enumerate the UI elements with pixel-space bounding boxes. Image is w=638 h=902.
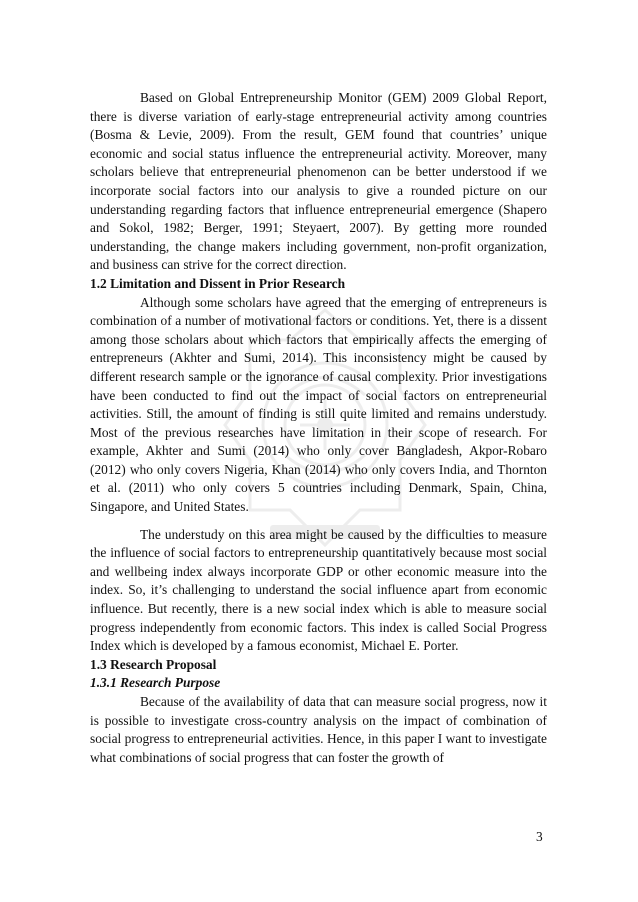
section-heading-limitation: 1.2 Limitation and Dissent in Prior Research [90,275,346,291]
document-body [90,89,547,767]
limitation-paragraph-2: The understudy on this area might be caused by the difficulties to measure the influence of social factors to entrepreneurship quantitatively because most social and wellbeing index always incorporate GDP or other economic measure into the index. So, it’s challenging to understand the social influence apart from economic influence. But recently, there is a new social index which is able to measure social progress independently from economic factors. This index is called Social Progress Index which is developed by a famous economist, Michael E. Porter. [90,526,547,654]
purpose-paragraph: Because of the availability of data that can measure social progress, now it is possible to investigate cross-country analysis on the impact of combination of social progress to entrepreneurial activities. Hence, in this paper I want to investigate what combinations of social progress that can foster the growth of [90,694,547,765]
limitation-paragraph-1: Although some scholars have agreed that the emerging of entrepreneurs is combination of a number of motivational factors or conditions. Yet, there is a dissent among those scholars about which factors that empirically affects the emerging of entrepreneurs (Akhter and Sumi, 2014). This inconsistency might be caused by different research sample or the ignorance of causal complexity. Prior investigations have been conducted to find out the impact of social factors on entrepreneurial activities. Still, the amount of finding is still quite limited and remains understudy. Most of the previous researches have limitation in their scope of research. For example, Akhter and Sumi (2014) who only cover Bangladesh, Akpor-Robaro (2012) who only covers Nigeria, Khan (2014) who only covers India, and Thornton et al. (2011) who only covers 5 countries including Denmark, Spain, China, Singapore, and United States. [90,294,547,515]
page-number: 3 [536,829,543,844]
section-heading-research-proposal: 1.3 Research Proposal [90,656,217,672]
subsection-heading-research-purpose: 1.3.1 Research Purpose [90,675,221,691]
intro-paragraph: Based on Global Entrepreneurship Monitor (GEM) 2009 Global Report, there is diverse variation of early-stage entrepreneurial activity among countries (Bosma & Levie, 2009). From the result, GEM found that countries’ unique economic and social status influence the entrepreneurial activity. Moreover, many scholars believe that entrepreneurial phenomenon can be better understood if we incorporate social factors into our analysis to give a rounded picture on our understanding regarding factors that influence entrepreneurial emergence (Shapero and Sokol, 1982; Berger, 1991; Steyaert, 2007). By getting more rounded understanding, the change makers including government, non-profit organization, and business can strive for the correct direction. [90,90,547,273]
